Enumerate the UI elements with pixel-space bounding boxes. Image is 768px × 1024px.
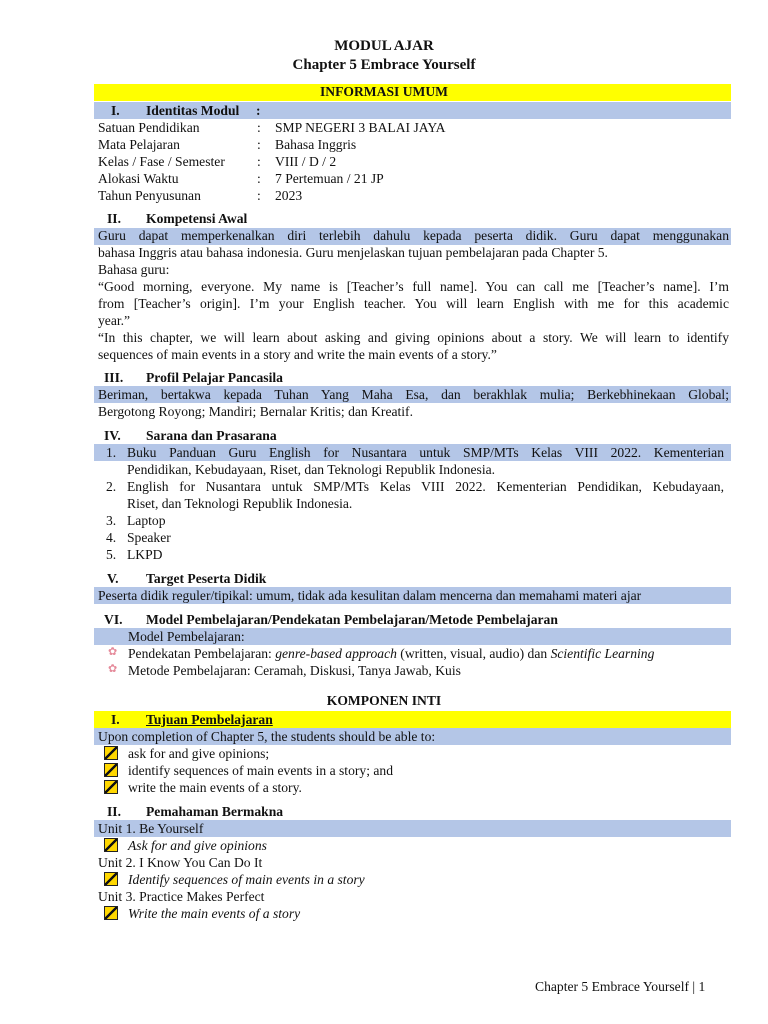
sarana-item-line: Buku Panduan Guru English for Nusantara untuk SMP/MTs Kelas VIII 2022. Kementerian: [127, 445, 724, 460]
identity-value: 2023: [275, 188, 303, 203]
section-number: VI.: [104, 612, 123, 627]
flower-icon: ✿: [108, 663, 118, 675]
sarana-item-line: Laptop: [127, 513, 166, 528]
diagonal-stripe-square-icon: [104, 906, 118, 920]
list-number: 4.: [106, 530, 117, 545]
diagonal-stripe-square-icon: [104, 838, 118, 852]
sarana-item-line: Speaker: [127, 530, 171, 545]
profil-line: Bergotong Royong; Mandiri; Bernalar Kritis; dan Kreatif.: [98, 404, 413, 419]
identity-value: Bahasa Inggris: [275, 137, 357, 152]
informasi-umum-heading: INFORMASI UMUM: [320, 84, 448, 99]
list-number: 1.: [106, 445, 117, 460]
list-number: 2.: [106, 479, 117, 494]
section-title-sarana: Sarana dan Prasarana: [146, 428, 277, 443]
sarana-item-line: LKPD: [127, 547, 163, 562]
section-number: II.: [107, 804, 121, 819]
identity-value: VIII / D / 2: [275, 154, 337, 169]
flower-icon: ✿: [108, 646, 118, 658]
tujuan-intro: Upon completion of Chapter 5, the students should be able to:: [98, 729, 436, 744]
identity-label: Kelas / Fase / Semester: [98, 154, 225, 169]
section-number: IV.: [104, 428, 121, 443]
tujuan-item: identify sequences of main events in a story; and: [128, 763, 394, 778]
module-title: MODUL AJAR: [334, 38, 434, 54]
section-number: I.: [111, 103, 120, 118]
identity-label: Tahun Penyusunan: [98, 188, 201, 203]
kompetensi-line: bahasa Inggris atau bahasa indonesia. Guru menjelaskan tujuan pembelajaran pada Chapter 5.: [98, 245, 608, 260]
identity-sep: :: [257, 120, 261, 135]
list-number: 5.: [106, 547, 117, 562]
identity-value: 7 Pertemuan / 21 JP: [275, 171, 384, 186]
kompetensi-line: sequences of main events in a story and write the main events of a story.”: [98, 347, 497, 362]
section-number: III.: [104, 370, 124, 385]
section-number: I.: [111, 712, 120, 727]
identity-value: SMP NEGERI 3 BALAI JAYA: [275, 120, 446, 135]
identity-label: Satuan Pendidikan: [98, 120, 200, 135]
section-number: V.: [107, 571, 119, 586]
kompetensi-line: Guru dapat memperkenalkan diri terlebih dahulu kepada peserta didik. Guru dapat menggunakan: [98, 228, 729, 243]
identity-sep: :: [257, 154, 261, 169]
unit-item: Write the main events of a story: [128, 906, 301, 921]
section-title-profil: Profil Pelajar Pancasila: [146, 370, 283, 385]
diagonal-stripe-square-icon: [104, 763, 118, 777]
kompetensi-line: “Good morning, everyone. My name is [Teacher’s full name]. You can call me [Teacher’s name]. I’m: [98, 279, 729, 294]
kompetensi-line: Bahasa guru:: [98, 262, 170, 277]
section-title-tujuan: Tujuan Pembelajaran: [146, 712, 273, 727]
sarana-item-line: Riset, dan Teknologi Republik Indonesia.: [127, 496, 353, 511]
identity-label: Mata Pelajaran: [98, 137, 180, 152]
pendekatan-line: Pendekatan Pembelajaran: genre-based approach (written, visual, audio) dan Scientific Learning: [128, 646, 655, 661]
identity-sep: :: [257, 188, 261, 203]
kompetensi-line: “In this chapter, we will learn about asking and giving opinions about a story. We will learn to identify: [98, 330, 729, 345]
tujuan-item: write the main events of a story.: [128, 780, 302, 795]
section-title-kompetensi: Kompetensi Awal: [146, 211, 248, 226]
section-title-identitas: Identitas Modul: [146, 103, 240, 118]
unit-heading: Unit 1. Be Yourself: [98, 821, 204, 836]
page-footer: Chapter 5 Embrace Yourself | 1: [535, 979, 706, 994]
diagonal-stripe-square-icon: [104, 780, 118, 794]
metode-line: Metode Pembelajaran: Ceramah, Diskusi, Tanya Jawab, Kuis: [128, 663, 461, 678]
tujuan-item: ask for and give opinions;: [128, 746, 270, 761]
sarana-item-line: English for Nusantara untuk SMP/MTs Kelas VIII 2022. Kementerian Pendidikan, Kebudayaan,: [127, 479, 724, 494]
identity-label: Alokasi Waktu: [98, 171, 179, 186]
unit-item: Identify sequences of main events in a story: [128, 872, 365, 887]
section-title-model: Model Pembelajaran/Pendekatan Pembelajaran/Metode Pembelajaran: [146, 612, 558, 627]
list-number: 3.: [106, 513, 117, 528]
target-text: Peserta didik reguler/tipikal: umum, tidak ada kesulitan dalam mencerna dan memahami materi ajar: [98, 588, 642, 603]
diagonal-stripe-square-icon: [104, 872, 118, 886]
identity-sep: :: [257, 137, 261, 152]
section-number: II.: [107, 211, 121, 226]
profil-line: Beriman, bertakwa kepada Tuhan Yang Maha Esa, dan berakhlak mulia; Berkebhinekaan Global;: [98, 387, 729, 402]
section-title-pemahaman: Pemahaman Bermakna: [146, 804, 284, 819]
model-label: Model Pembelajaran:: [128, 629, 245, 644]
komponen-inti-heading: KOMPONEN INTI: [326, 693, 442, 708]
kompetensi-line: year.”: [98, 313, 131, 328]
unit-heading: Unit 2. I Know You Can Do It: [98, 855, 263, 870]
kompetensi-line: from [Teacher’s origin]. I’m your English teacher. You will learn English with me for this academic: [98, 296, 729, 311]
section-colon: :: [256, 103, 261, 118]
unit-item: Ask for and give opinions: [128, 838, 267, 853]
unit-heading: Unit 3. Practice Makes Perfect: [98, 889, 265, 904]
identity-sep: :: [257, 171, 261, 186]
diagonal-stripe-square-icon: [104, 746, 118, 760]
section-title-target: Target Peserta Didik: [146, 571, 267, 586]
module-subtitle: Chapter 5 Embrace Yourself: [292, 57, 476, 73]
sarana-item-line: Pendidikan, Kebudayaan, Riset, dan Teknologi Republik Indonesia.: [127, 462, 496, 477]
